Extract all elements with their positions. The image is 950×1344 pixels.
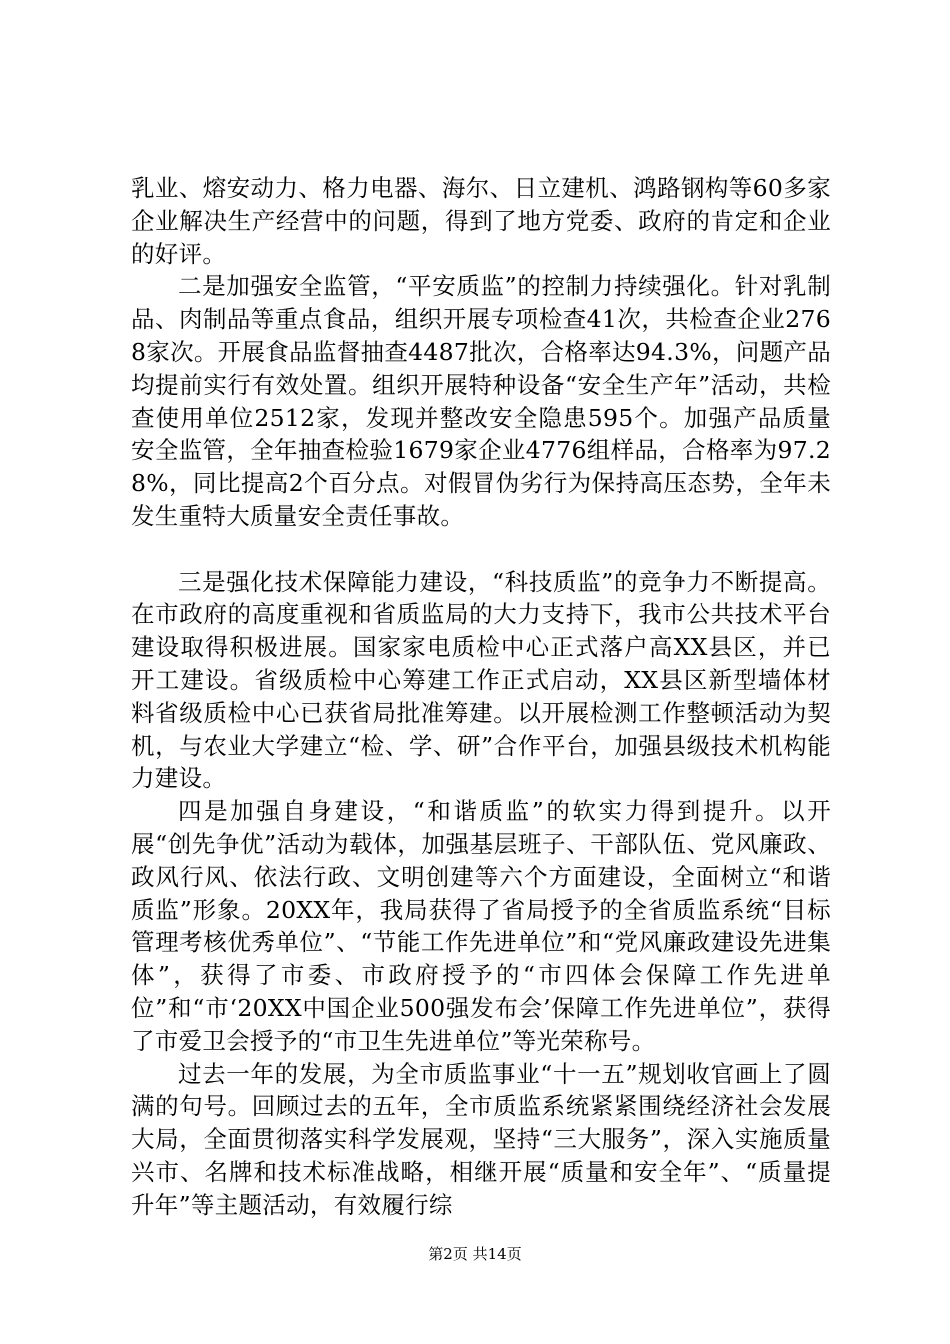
paragraph-technical-support: 三是强化技术保障能力建设，“科技质监”的竞争力不断提高。在市政府的高度重视和省质监局的大力支持下，我市公共技术平台建设取得积极进展。国家家电质检中心正式落户高XX县区，并已开工建设。省级质检中心筹建工作正式启动，XX县区新型墙体材料省级质检中心已获省局批准筹建。以开展检测工作整顿活动为契机，与农业大学建立“检、学、研”合作平台，加强县级技术机构能力建设。 [131,567,831,793]
paragraph-five-year-review: 过去一年的发展，为全市质监事业“十一五”规划收官画上了圆满的句号。回顾过去的五年，全市质监系统紧紧围绕经济社会发展大局，全面贯彻落实科学发展观，坚持“三大服务”，深入实施质量兴市、名牌和技术标准战略，相继开展“质量和安全年”、“质量提升年”等主题活动，有效履行综 [131,1059,831,1219]
paragraph-safety-supervision: 二是加强安全监管，“平安质监”的控制力持续强化。针对乳制品、肉制品等重点食品，组织开展专项检查41次，共检查企业2768家次。开展食品监督抽查4487批次，合格率达94.3%，问题产品均提前实行有效处置。组织开展特种设备“安全生产年”活动，共检查使用单位2512家，发现并整改安全隐患595个。加强产品质量安全监管，全年抽查检验1679家企业4776组样品，合格率为97.28%，同比提高2个百分点。对假冒伪劣行为保持高压态势，全年未发生重特大质量安全责任事故。 [131,272,831,530]
page-number-footer: 第2页 共14页 [428,1245,522,1263]
paragraph-continuation: 乳业、熔安动力、格力电器、海尔、日立建机、鸿路钢构等60多家企业解决生产经营中的问题，得到了地方党委、政府的肯定和企业的好评。 [131,174,831,268]
document-body [131,172,831,1222]
paragraph-self-construction: 四是加强自身建设，“和谐质监”的软实力得到提升。以开展“创先争优”活动为载体，加强基层班子、干部队伍、党风廉政、政风行风、依法行政、文明创建等六个方面建设，全面树立“和谐质监”形象。20XX年，我局获得了省局授予的全省质监系统“目标管理考核优秀单位”、“节能工作先进单位”和“党风廉政建设先进集体”，获得了市委、市政府授予的“市四体会保障工作先进单位”和“市‘20XX中国企业500强发布会’保障工作先进单位”，获得了市爱卫会授予的“市卫生先进单位”等光荣称号。 [131,797,831,1055]
